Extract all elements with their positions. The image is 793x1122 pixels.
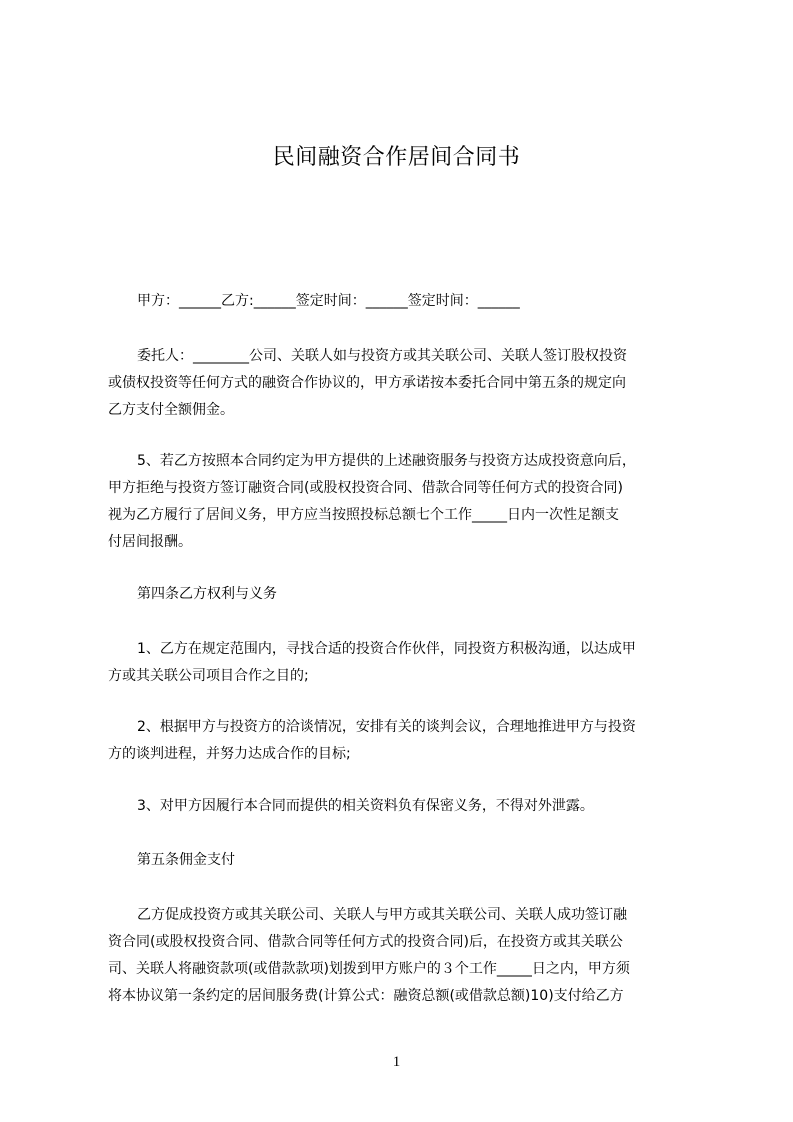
parties-line: 甲方：______乙方:______签定时间：______签定时间：______ bbox=[137, 293, 520, 309]
paragraph-line: 委托人：________公司、关联人如与投资方或其关联公司、关联人签订股权投资 bbox=[137, 348, 627, 364]
document-title: 民间融资合作居间合同书 bbox=[272, 145, 521, 170]
paragraph-line: 2、根据甲方与投资方的洽谈情况，安排有关的谈判会议，合理地推进甲方与投资 bbox=[137, 719, 636, 735]
paragraph-line: 3、对甲方因履行本合同而提供的相关资料负有保密义务，不得对外泄露。 bbox=[137, 798, 594, 814]
paragraph-line: 甲方拒绝与投资方签订融资合同(或股权投资合同、借款合同等任何方式的投资合同) bbox=[108, 480, 623, 496]
paragraph-line: 方或其关联公司项目合作之目的; bbox=[108, 668, 309, 684]
paragraph-line: 或债权投资等任何方式的融资合作协议的，甲方承诺按本委托合同中第五条的规定向 bbox=[108, 375, 626, 391]
paragraph-line: 司、关联人将融资款项(或借款款项)划拨到甲方账户的３个工作_____日之内，甲方须 bbox=[108, 961, 630, 977]
section-heading: 第五条佣金支付 bbox=[137, 852, 235, 868]
paragraph-line: 资合同(或股权投资合同、借款合同等任何方式的投资合同)后，在投资方或其关联公 bbox=[108, 934, 623, 950]
section-heading: 第四条乙方权利与义务 bbox=[137, 586, 277, 602]
paragraph-line: 付居间报酬。 bbox=[108, 534, 192, 550]
paragraph-line: 将本协议第一条约定的居间服务费(计算公式：融资总额(或借款总额)10)支付给乙方 bbox=[108, 988, 624, 1004]
paragraph-line: 乙方促成投资方或其关联公司、关联人与甲方或其关联公司、关联人成功签订融 bbox=[137, 907, 627, 923]
paragraph-line: 1、乙方在规定范围内，寻找合适的投资合作伙伴，同投资方积极沟通，以达成甲 bbox=[137, 641, 636, 657]
paragraph-line: 乙方支付全额佣金。 bbox=[108, 402, 234, 418]
page-number: 1 bbox=[392, 1054, 401, 1070]
paragraph-line: 方的谈判进程，并努力达成合作的目标; bbox=[108, 746, 351, 762]
paragraph-line: 5、若乙方按照本合同约定为甲方提供的上述融资服务与投资方达成投资意向后， bbox=[137, 453, 636, 469]
paragraph-line: 视为乙方履行了居间义务，甲方应当按照投标总额七个工作_____日内一次性足额支 bbox=[108, 507, 619, 523]
